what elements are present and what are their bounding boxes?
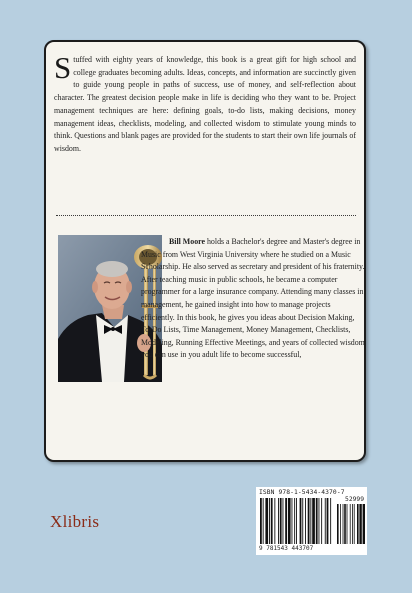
addon-barcode-bar <box>337 504 339 544</box>
barcode-bar <box>269 498 270 544</box>
barcode-bar <box>280 498 282 544</box>
addon-barcode-bar <box>350 504 351 544</box>
barcode-bar <box>292 498 293 544</box>
author-bio <box>141 236 365 362</box>
isbn-barcode <box>256 487 367 555</box>
barcode-bar <box>300 498 302 544</box>
barcode-bar <box>263 498 264 544</box>
barcode-bar <box>271 498 273 544</box>
barcode-bar <box>285 498 287 544</box>
blurb-text: tuffed with eighty years of knowledge, this book is a great gift for high school and college graduates becoming adults. Ideas, concepts, and information are succinctly given to guide young people in paths of success, use of money, and self-reflection about character. The greatest decision people make in life is deciding who they want to be. Project management techniques are here: defining goals, to-do lists, making decisions, money management ideas, checklists, modeling, and collected wisdom to stimulate young minds to think. Questions and blank pages are provided for the students to start their own life journals of wisdom. <box>54 55 356 153</box>
back-cover-panel <box>44 40 366 462</box>
addon-barcode-bar <box>352 504 353 544</box>
isbn-label <box>259 489 365 496</box>
book-blurb <box>54 50 356 156</box>
barcode-bars <box>259 498 365 544</box>
barcode-bar <box>305 498 306 544</box>
barcode-bar <box>308 498 310 544</box>
barcode-bar <box>288 498 291 544</box>
author-bio-text: holds a Bachelor's degree and Master's degree in Music from West Virginia University where he studied on a Music Scholarship. He also served as secretary and president of his fraternity. After teaching music in public schools, he became a computer programmer for a large insurance company. Attending many classes in management, he gained insight into how to manage projects efficiently. In this book, he gives you ideas about Decision Making, To-Do Lists, Time Management, Money Management, Checklists, Modeling, Running Effective Meetings, and years of collected wisdom you can use in you adult life to become successful, <box>141 237 365 360</box>
barcode-bar <box>294 498 295 544</box>
barcode-bar <box>325 498 326 544</box>
addon-barcode-bar <box>343 504 344 544</box>
addon-barcode-bar <box>359 504 361 544</box>
addon-barcode-bar <box>357 504 359 544</box>
author-name: Bill Moore <box>169 237 206 246</box>
barcode-bar <box>319 498 320 544</box>
dotted-divider <box>56 215 356 216</box>
barcode-bar <box>283 498 284 544</box>
blurb-dropcap: S <box>54 50 72 85</box>
barcode-bar <box>321 498 322 544</box>
barcode-bar <box>330 498 331 544</box>
publisher-logo: Xlibris <box>50 512 100 531</box>
barcode-bar <box>312 498 315 544</box>
isbn-number: ISBN 978-1-5434-4370-7 <box>259 489 345 496</box>
barcode-bar <box>265 498 268 544</box>
barcode-bar <box>296 498 297 544</box>
barcode-bar <box>310 498 311 544</box>
barcode-bar <box>302 498 303 544</box>
barcode-bar <box>316 498 318 544</box>
barcode-bar <box>278 498 279 544</box>
price-code: 52999 <box>345 496 364 503</box>
addon-barcode-bar <box>344 504 346 544</box>
addon-barcode-bar <box>340 504 341 544</box>
addon-barcode-bar <box>354 504 355 544</box>
addon-barcode-bar <box>363 504 365 544</box>
barcode-bar <box>327 498 329 544</box>
barcode-digits: 9 781543 443707 <box>259 545 314 552</box>
barcode-bar <box>260 498 262 544</box>
barcode-bar <box>274 498 275 544</box>
addon-barcode-bar <box>347 504 348 544</box>
